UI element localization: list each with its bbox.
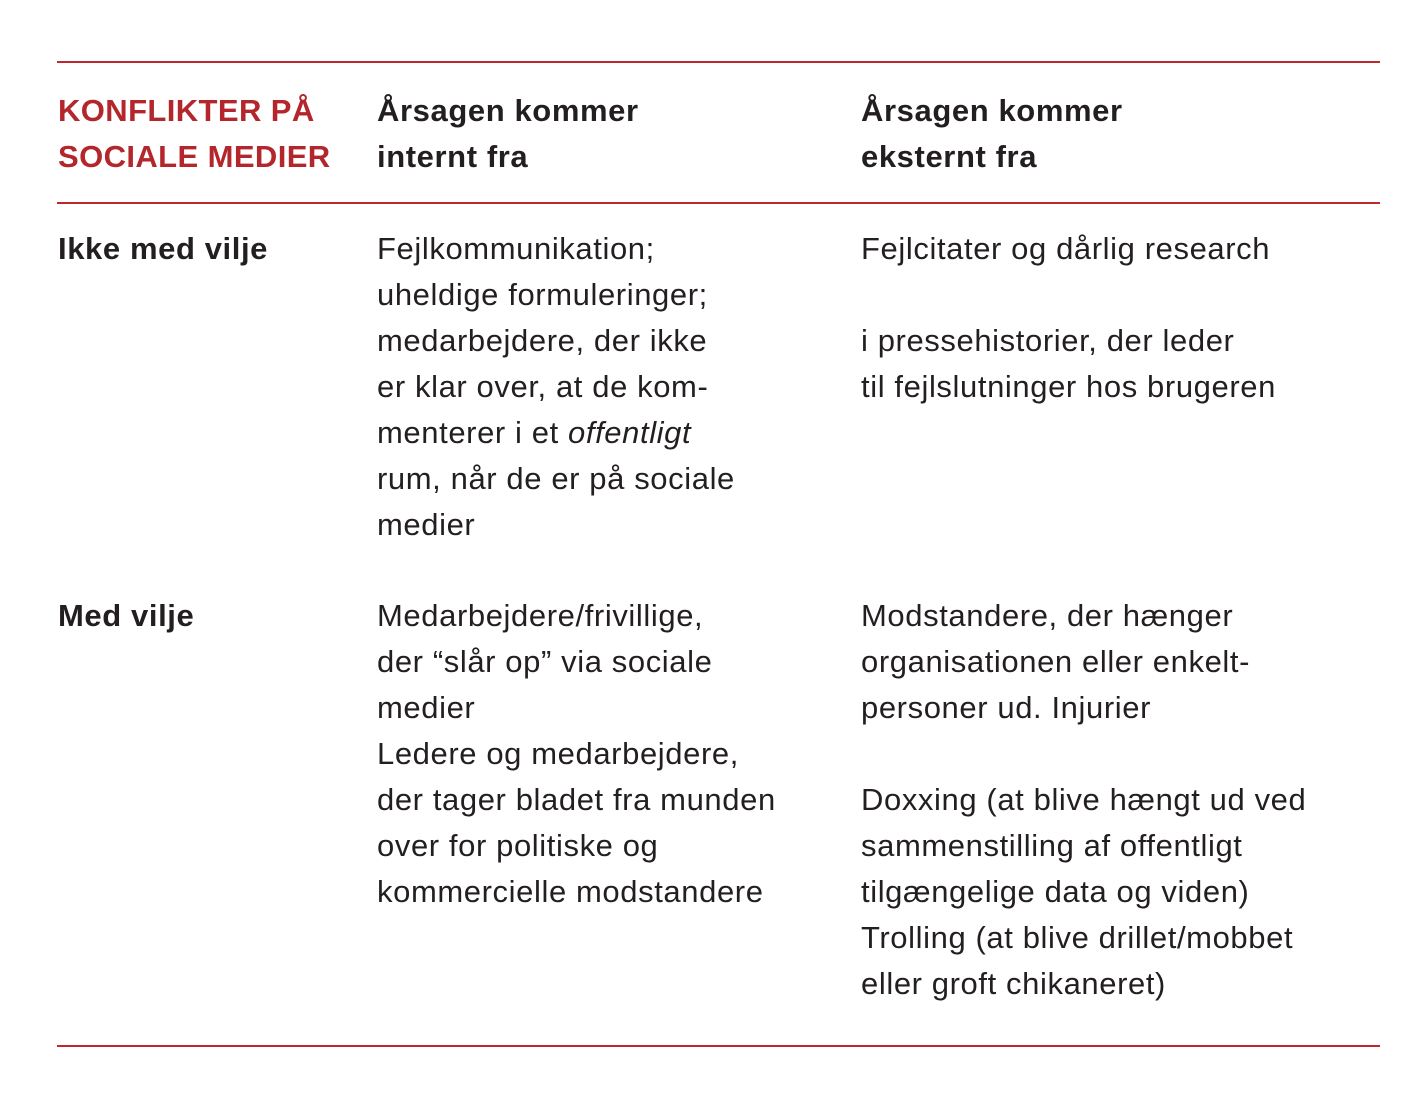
cell-text: menterer i et — [377, 415, 569, 450]
cell-line: er klar over, at de kom- — [377, 369, 709, 404]
cell-line: rum, når de er på sociale — [377, 461, 735, 496]
table-bottom-rule — [57, 1045, 1380, 1047]
cell-line: der “slår op” via sociale — [377, 644, 713, 679]
cell-line: organisationen eller enkelt- — [861, 644, 1251, 679]
cell-intentional-external — [861, 593, 1306, 1007]
cell-line: tilgængelige data og viden) — [861, 874, 1250, 909]
column-header-line: internt fra — [377, 139, 529, 174]
cell-line: i pressehistorier, der leder — [861, 323, 1235, 358]
cell-line: eller groft chikaneret) — [861, 966, 1166, 1001]
table-header-rule — [57, 202, 1380, 204]
column-header-line: Årsagen kommer — [861, 93, 1123, 128]
cell-line: Fejlkommunikation; — [377, 231, 655, 266]
column-header-external — [861, 88, 1123, 180]
cell-intentional-internal — [377, 593, 776, 915]
cell-line: medier — [377, 690, 476, 725]
cell-unintentional-external — [861, 226, 1276, 410]
cell-unintentional-internal — [377, 226, 735, 548]
cell-line: Doxxing (at blive hængt ud ved — [861, 782, 1307, 817]
cell-line: over for politiske og — [377, 828, 659, 863]
table-title — [58, 88, 331, 180]
cell-line — [377, 410, 735, 456]
column-header-line: eksternt fra — [861, 139, 1038, 174]
cell-line: medier — [377, 507, 476, 542]
table-title-line: SOCIALE MEDIER — [58, 139, 331, 174]
row-label-unintentional — [58, 226, 268, 272]
cell-line: Trolling (at blive drillet/mobbet — [861, 920, 1294, 955]
cell-line: Fejlcitater og dårlig research — [861, 231, 1271, 266]
cell-line: Ledere og medarbejdere, — [377, 736, 739, 771]
cell-line: sammenstilling af offentligt — [861, 828, 1243, 863]
cell-line: Medarbejdere/frivillige, — [377, 598, 704, 633]
cell-line: Modstandere, der hænger — [861, 598, 1234, 633]
row-label-text: Med vilje — [58, 598, 195, 633]
row-label-text: Ikke med vilje — [58, 231, 269, 266]
cell-emphasis: offentligt — [568, 415, 692, 450]
column-header-line: Årsagen kommer — [377, 93, 639, 128]
column-header-internal — [377, 88, 639, 180]
cell-line: der tager bladet fra munden — [377, 782, 776, 817]
cell-line: uheldige formuleringer; — [377, 277, 708, 312]
cell-line — [861, 731, 1306, 777]
cell-line — [861, 272, 1276, 318]
table-top-rule — [57, 61, 1380, 63]
cell-line: kommercielle modstandere — [377, 874, 764, 909]
cell-line: til fejlslutninger hos brugeren — [861, 369, 1276, 404]
cell-line: personer ud. Injurier — [861, 690, 1152, 725]
row-label-intentional — [58, 593, 194, 639]
table-title-line: KONFLIKTER PÅ — [58, 93, 315, 128]
cell-line: medarbejdere, der ikke — [377, 323, 708, 358]
